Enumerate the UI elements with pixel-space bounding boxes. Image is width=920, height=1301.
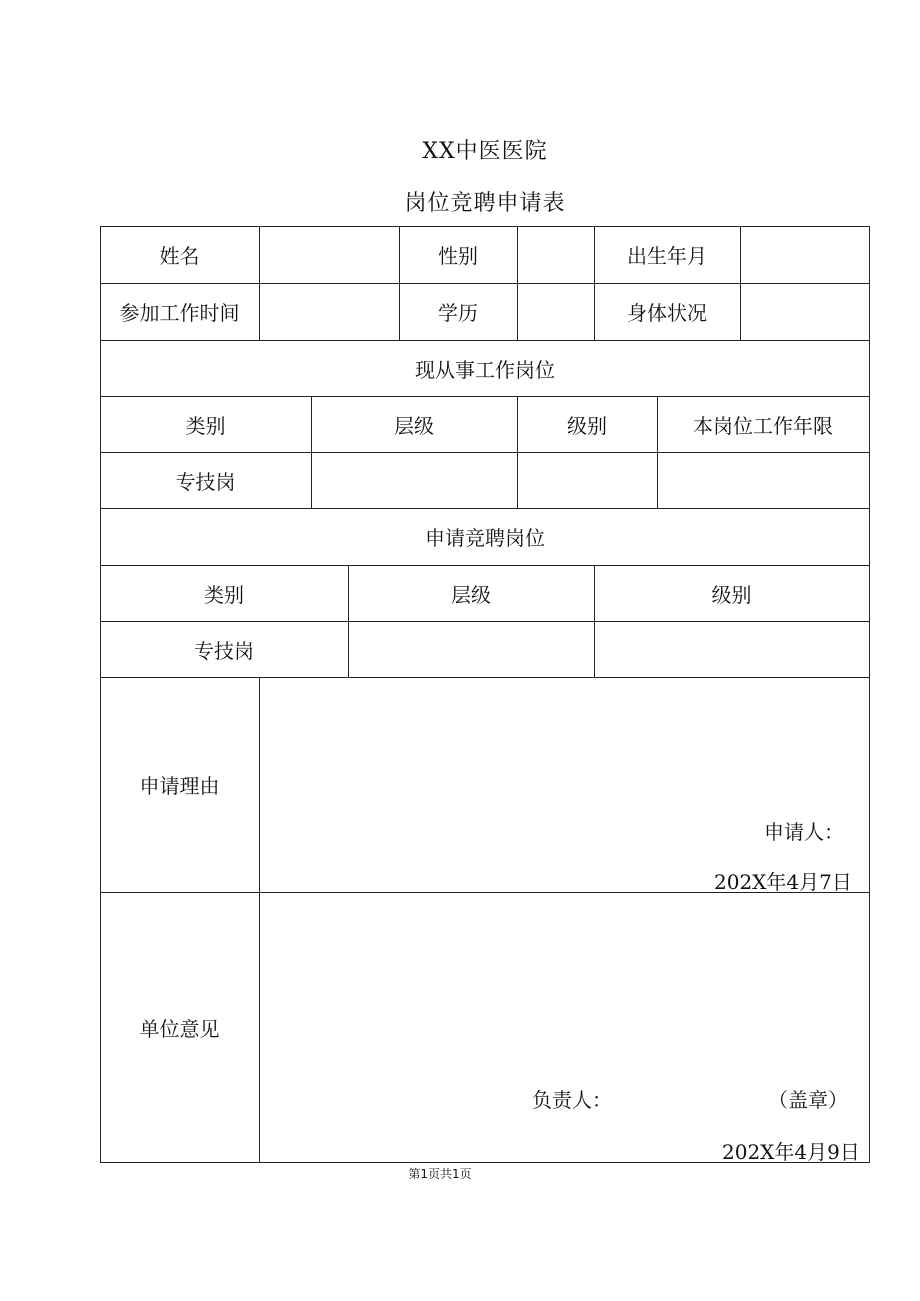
reason-field[interactable] (259, 677, 869, 892)
education-field[interactable] (517, 283, 594, 340)
applied-tier-field[interactable] (348, 621, 594, 677)
applied-level-header: 级别 (711, 582, 752, 607)
unit-opinion-label: 单位意见 (139, 1016, 220, 1041)
current-category-header: 类别 (185, 413, 226, 438)
current-tier-field[interactable] (311, 452, 517, 508)
current-years-header: 本岗位工作年限 (693, 413, 833, 438)
current-years-field[interactable] (657, 452, 869, 508)
current-category-value: 专技岗 (175, 469, 236, 494)
birth-label: 出生年月 (627, 244, 707, 268)
work-start-field[interactable] (259, 283, 399, 340)
work-start-label: 参加工作时间 (119, 301, 240, 325)
form-title: 岗位竞聘申请表 (404, 191, 566, 216)
education-label: 学历 (438, 301, 478, 325)
gender-label: 性别 (438, 244, 478, 268)
birth-field[interactable] (740, 226, 869, 283)
responsible-person-label: 负责人： (532, 1088, 612, 1112)
name-label: 姓名 (159, 244, 200, 268)
name-field[interactable] (259, 226, 399, 283)
current-level-field[interactable] (517, 452, 657, 508)
applied-position-section-title: 申请竞聘岗位 (425, 526, 545, 550)
current-level-header: 级别 (567, 413, 607, 438)
applied-tier-header: 层级 (451, 582, 491, 607)
reason-date: 202X年4月7日 (714, 870, 852, 894)
reason-label: 申请理由 (139, 774, 220, 798)
application-form-table (100, 226, 870, 1163)
health-label: 身体状况 (627, 301, 707, 325)
current-tier-header: 层级 (394, 413, 434, 438)
applied-level-field[interactable] (594, 621, 869, 677)
unit-opinion-date: 202X年4月9日 (722, 1140, 860, 1164)
gender-field[interactable] (517, 226, 594, 283)
applied-category-header: 类别 (204, 582, 244, 607)
page-number: 第1页共1页 (408, 1167, 472, 1181)
applicant-label: 申请人： (764, 820, 844, 844)
document-title: XX中医医院 (422, 139, 548, 164)
unit-opinion-field[interactable] (259, 892, 869, 1162)
current-position-section-title: 现从事工作岗位 (415, 357, 555, 382)
health-field[interactable] (740, 283, 869, 340)
applied-category-value: 专技岗 (194, 638, 254, 663)
seal-label: （盖章） (768, 1088, 848, 1112)
